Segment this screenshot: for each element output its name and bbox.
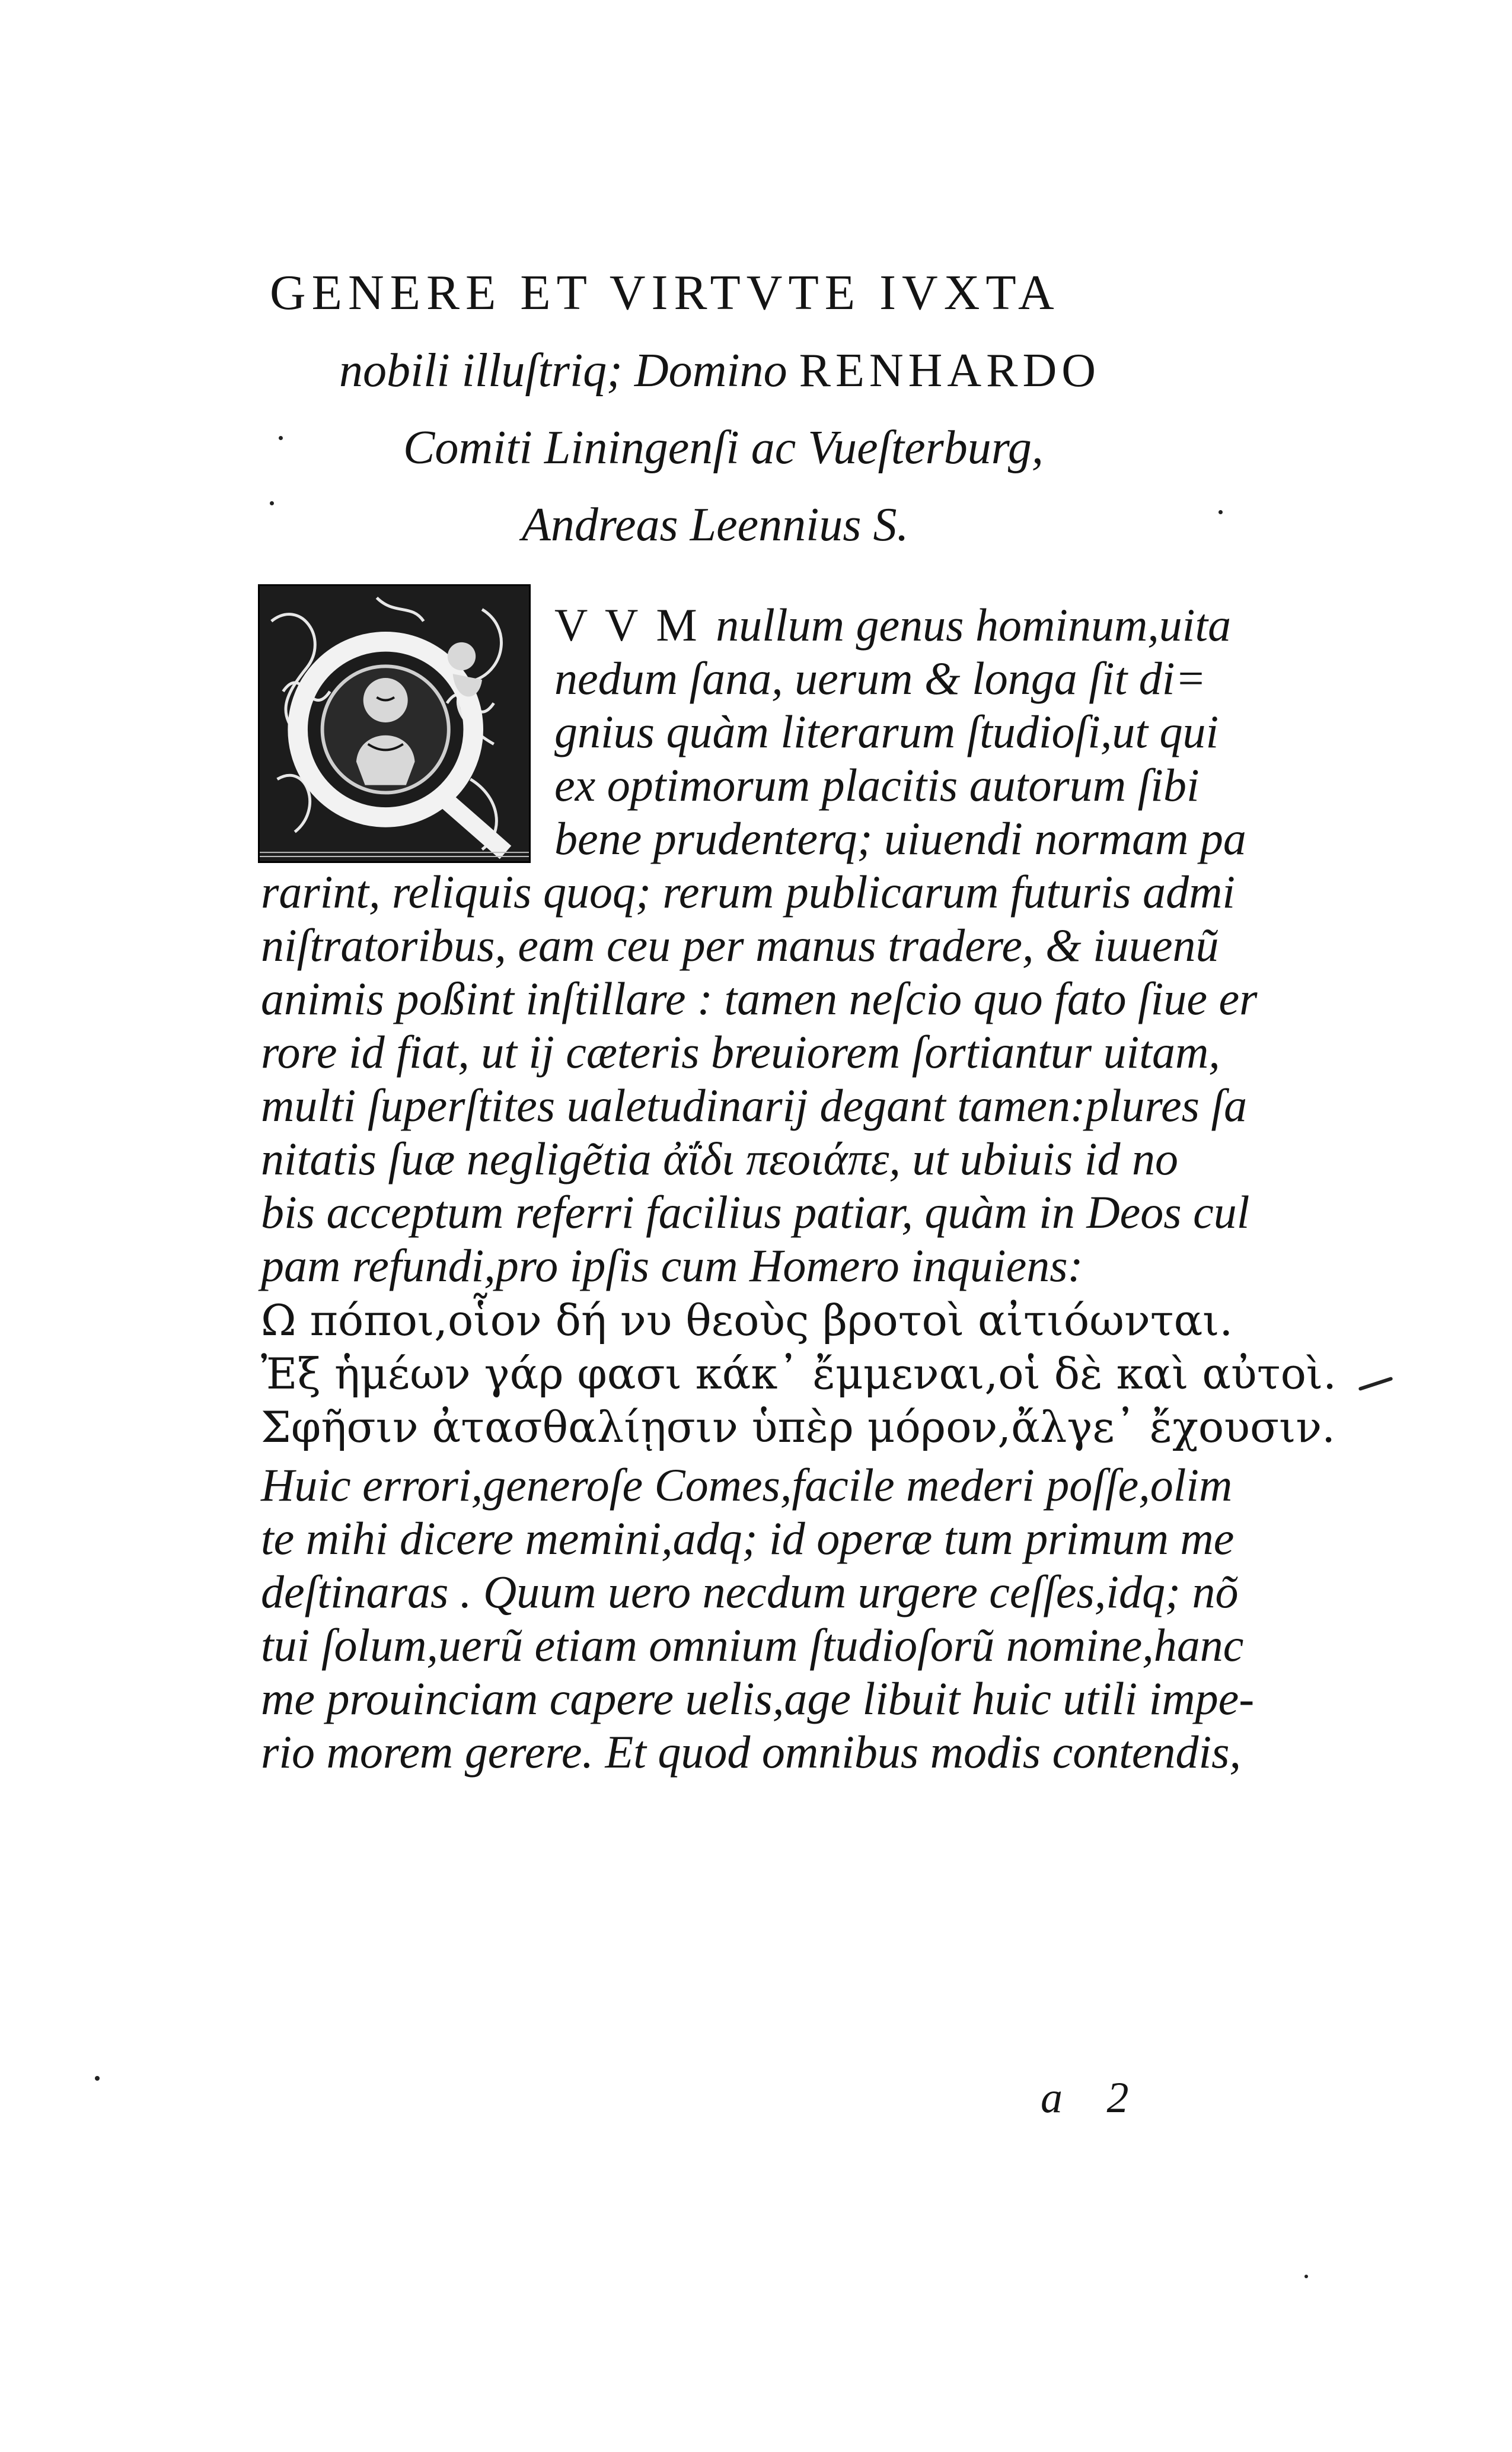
heading-line-2	[339, 345, 1101, 397]
text-line-16: deſtinaras . Quum uero necdum urgere ceſſes,idq; nõ	[261, 1566, 1239, 1617]
text-line-4: ex optimorum placitis autorum ſibi	[554, 759, 1200, 811]
text-line-6: rarint, reliquis quoq; rerum publicarum futuris admi	[261, 866, 1236, 918]
heading-line-2-text: nobili illuſtriq; Domino	[339, 345, 799, 397]
ink-speck	[1358, 1377, 1393, 1391]
text-line-10: multi ſuperſtites ualetudinarij degant tamen:plures ſa	[261, 1079, 1248, 1131]
text-line-17: tui ſolum,uerũ etiam omnium ſtudioſorũ nomine,hanc	[261, 1619, 1244, 1671]
text-line-12: bis acceptum referri facilius patiar, quàm in Deos cul	[261, 1186, 1250, 1238]
text-line-2: nedum ſana, uerum & longa ſit di=	[554, 652, 1207, 704]
text-line-5: bene prudenterq; uiuendi normam pa	[554, 813, 1246, 864]
heading-line-4: Andreas Leennius S.	[522, 499, 909, 551]
decorated-initial	[258, 584, 531, 863]
ink-speck	[1304, 2275, 1308, 2278]
signature-mark: a 2	[1041, 2074, 1146, 2122]
text-line-13: pam refundi,pro ipſis cum Homero inquiens:	[261, 1240, 1083, 1291]
ink-speck	[279, 436, 283, 440]
decorated-initial-illustration	[260, 586, 529, 861]
ink-speck	[95, 2076, 100, 2081]
greek-verse-2: Ἐξ ἡμέων γάρ φασι κάκ᾽ ἔμμεναι,οἱ δὲ καὶ αὐτοὶ.	[261, 1349, 1337, 1399]
text-line-8: animis poßint inſtillare : tamen neſcio quo fato ſiue er	[261, 973, 1258, 1024]
greek-verse-1: Ω πόποι,οἷον δή νυ θεοὺς βροτοὶ αἰτιόωνται.	[261, 1295, 1233, 1345]
heading-name-renhardo: RENHARDO	[799, 345, 1101, 397]
text-line-1-text: nullum genus hominum,uita	[716, 599, 1232, 651]
ink-speck	[1218, 510, 1223, 514]
text-line-9: rore id fiat, ut ij cæteris breuiorem ſortiantur uitam,	[261, 1026, 1220, 1078]
heading-line-3: Comiti Liningenſi ac Vueſterburg,	[403, 422, 1044, 474]
text-line-1	[554, 599, 1232, 651]
text-line-7: niſtratoribus, eam ceu per manus tradere, & iuuenũ	[261, 919, 1219, 971]
greek-verse-3: Σφῆσιν ἀτασθαλίῃσιν ὑπὲρ μόρον,ἄλγε᾽ ἔχουσιν.	[261, 1402, 1336, 1452]
ink-speck	[270, 501, 274, 505]
heading-line-1: GENERE ET VIRTVTE IVXTA	[270, 265, 1060, 320]
text-line-11: nitatis ſuæ negligẽtia ἀΐδι πεοιάπε, ut ubiuis id no	[261, 1133, 1178, 1184]
text-line-18: me prouinciam capere uelis,age libuit huic utili impe-	[261, 1673, 1255, 1724]
text-line-3: gnius quàm literarum ſtudioſi,ut qui	[554, 706, 1219, 757]
text-line-19: rio morem gerere. Et quod omnibus modis contendis,	[261, 1726, 1242, 1778]
text-line-14: Huic errori,generoſe Comes,facile mederi poſſe,olim	[261, 1459, 1233, 1511]
text-line-15: te mihi dicere memini,adq; id operæ tum primum me	[261, 1512, 1235, 1564]
text-line-1-caps: V V M	[554, 599, 716, 651]
